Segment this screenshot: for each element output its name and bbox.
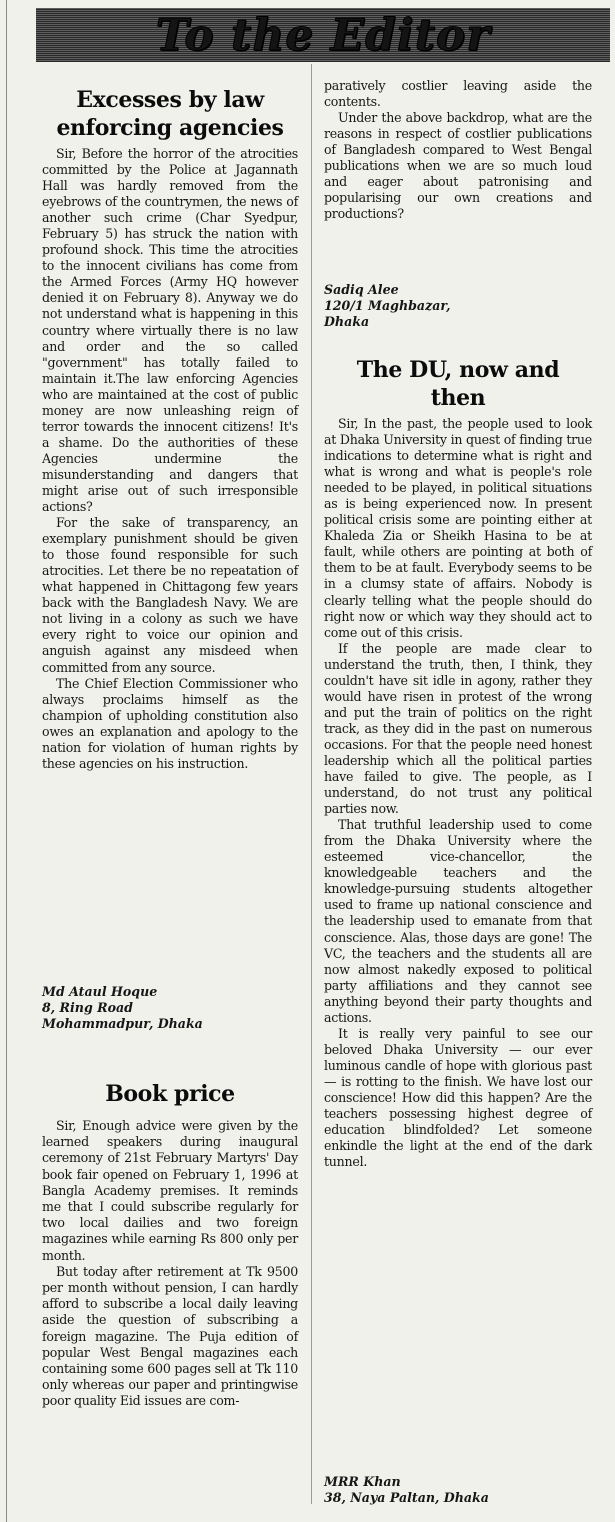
letter-1-paragraph-2: For the sake of transparency, an exemplary punishment should be given to those found responsible for such atrocities. Let there be no repeatation of what happened in Chittagong few years back with the Bangladesh Navy. We are not living in a colony as such we have every right to voice our opinion and anguish against any misdeed when committed from any source. xyxy=(42,515,298,675)
letter-2-signature-city: Dhaka xyxy=(324,314,370,329)
letter-3-headline: The DU, now and then xyxy=(356,357,560,411)
letter-3-paragraph-2: If the people are made clear to understand the truth, then, I think, they couldn't have sit idle in agony, rather they would have risen in protest of the wrong and put the train of politics on the right track, as they did in the past on numerous occasions. For that the people need honest leadership which all the political parties have failed to give. The people, as I understand, do not trust any political parties now. xyxy=(324,640,592,817)
letter-3-signature-address: 38, Naya Paltan, Dhaka xyxy=(324,1490,489,1505)
letter-2-signature xyxy=(324,282,450,330)
letter-1-paragraph-3: The Chief Election Commissioner who always proclaims himself as the champion of upholding constitution also owes an explanation and apology to the nation for violation of human rights by these agencies on his instruction. xyxy=(42,675,298,771)
letter-1-paragraph-1: Sir, Before the horror of the atrocities committed by the Police at Jagannath Hall was hardly removed from the eyebrows of the countrymen, the news of another such crime (Char Syedpur, February 5) has struck the nation with profound shock. This time the atrocities to the innocent civilians has come from the Armed Forces (Army HQ however denied it on February 8). Anyway we do not understand what is happening in this country where virtually there is no law and order and the so called "government" has totally failed to maintain it.The law enforcing Agencies who are maintained at the cost of public money are now unleashing reign of terror towards the innocent citizens! It's a shame. Do the authorities of these Agencies undermine the misunderstanding and dangers that might arise out of such irresponsible actions? xyxy=(42,146,298,515)
letter-2-continuation-paragraph-2: Under the above backdrop, what are the reasons in respect of costlier publications of Bangladesh compared to West Bengal publications when we are so much loud and eager about patronising and popularising our own creations and productions? xyxy=(324,110,592,222)
letter-3-signature xyxy=(324,1474,489,1506)
letter-2-continuation xyxy=(324,78,592,222)
letter-2-paragraph-2: But today after retirement at Tk 9500 per month without pension, I can hardly afford to subscribe a local daily leaving aside the question of subscribing a foreign magazine. The Puja edition of popular West Bengal magazines each containing some 600 pages sell at Tk 110 only whereas our paper and printingwise poor quality Eid issues are com- xyxy=(42,1263,298,1409)
letter-3-body xyxy=(324,416,592,1170)
letter-1-headline: Excesses by law enforcing agencies xyxy=(56,87,284,141)
section-title: To the Editor xyxy=(155,9,491,61)
letter-2-continuation-paragraph-1: paratively costlier leaving aside the contents. xyxy=(324,78,592,110)
letter-1-signature xyxy=(42,984,203,1032)
letter-2-headline: Book price xyxy=(105,1081,235,1107)
section-banner xyxy=(36,8,610,62)
page-edge-line xyxy=(6,0,7,1522)
letter-1-body xyxy=(42,146,298,772)
letter-1-signature-city: Mohammadpur, Dhaka xyxy=(42,1016,203,1031)
letter-2-signature-address: 120/1 Maghbazar, xyxy=(324,298,451,313)
letter-3-paragraph-4: It is really very painful to see our beloved Dhaka University — our ever luminous candle of hope with glorious past — is rotting to the finish. We have lost our conscience! How did this happen? Are the teachers possessing highest degree of education blindfolded? Let someone enkindle the light at the end of the dark tunnel. xyxy=(324,1025,592,1170)
letter-2-signature-name: Sadiq Alee xyxy=(324,282,399,297)
letter-3-paragraph-3: That truthful leadership used to come from the Dhaka University where the esteemed vice-chancellor, the knowledgeable teachers and the knowledge-pursuing students altogether used to frame up national conscience and the leadership used to emanate from that conscience. Alas, those days are gone! The VC, the teachers and the students all are now almost nakedly exposed to political party affiliations and they cannot see anything beyond their party thoughts and actions. xyxy=(324,817,592,1025)
letter-1-signature-name: Md Ataul Hoque xyxy=(42,984,158,999)
letter-3-paragraph-1: Sir, In the past, the people used to look at Dhaka University in quest of finding true indications to determine what is right and what is wrong and what is people's role needed to be played, in political situations as is being experienced now. In present political crisis some are pointing either at Khaleda Zia or Sheikh Hasina to be at fault, while others are pointing at both of them to be at fault. Everybody seems to be in a clumsy state of affairs. Nobody is clearly telling what the people should do right now or which way they should act to come out of this crisis. xyxy=(324,416,592,640)
letter-2-body xyxy=(42,1118,298,1410)
letter-3-signature-name: MRR Khan xyxy=(324,1474,401,1489)
letter-2-paragraph-1: Sir, Enough advice were given by the learned speakers during inaugural ceremony of 21st February Martyrs' Day book fair opened on February 1, 1996 at Bangla Academy premises. It reminds me that I could subscribe regularly for two local dailies and two foreign magazines while earning Rs 800 only per month. xyxy=(42,1118,298,1263)
column-divider xyxy=(311,64,312,1504)
letter-1-signature-address: 8, Ring Road xyxy=(42,1000,133,1015)
